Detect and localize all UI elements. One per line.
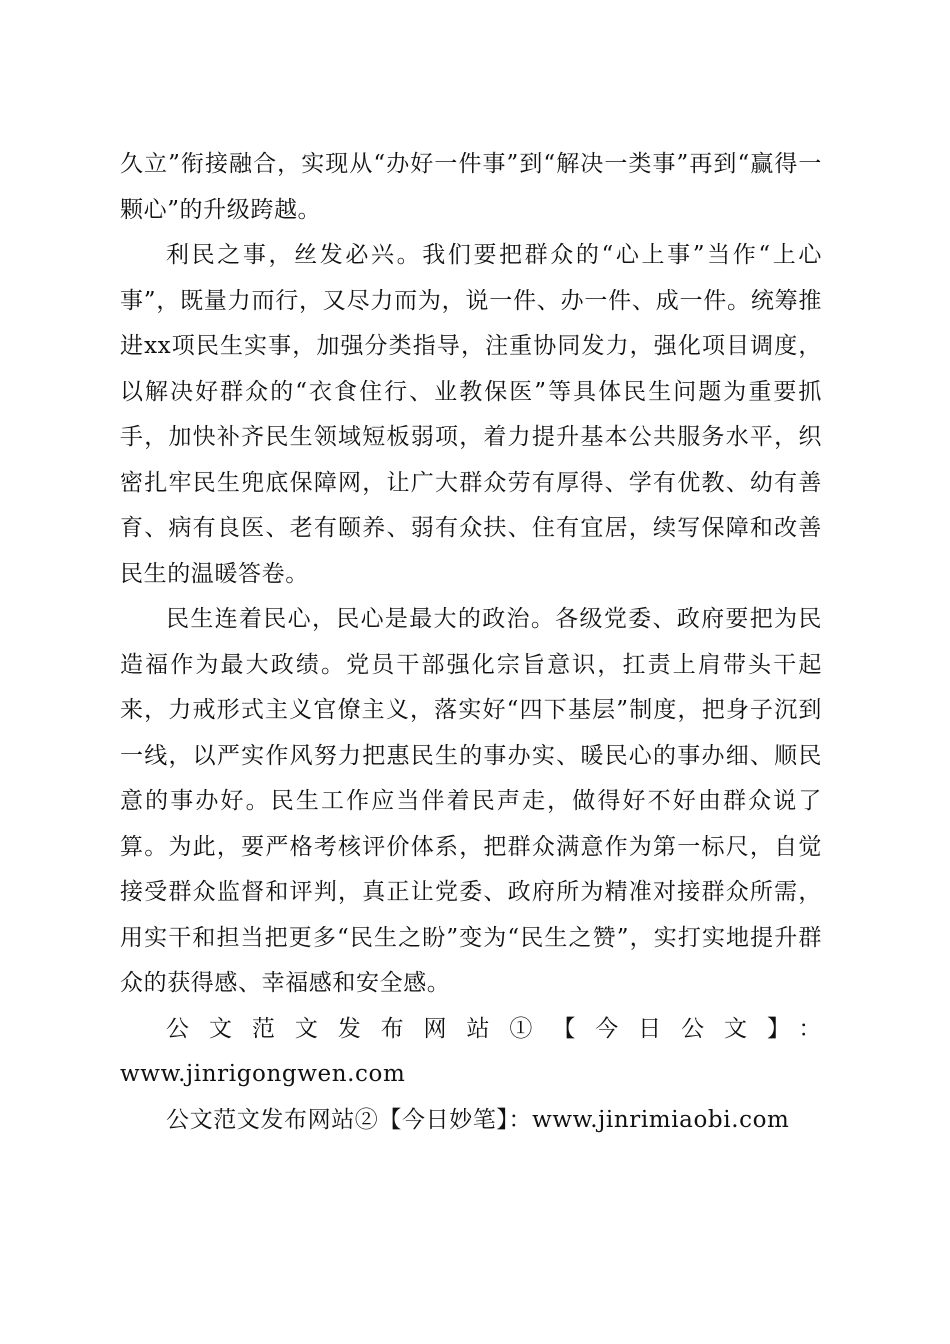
footer-site-1-label: 公文范文发布网站①【今日公文】： (166, 1015, 822, 1042)
footer-site-1-url-line (120, 1052, 822, 1098)
footer-site-2 (120, 1098, 822, 1144)
paragraph-2: 利民之事，丝发必兴。我们要把群众的“心上事”当作“上心事”，既量力而行，又尽力而为，说一件、办一件、成一件。统筹推进xx项民生实事，加强分类指导，注重协同发力，强化项目调度，以解决好群众的“衣食住行、业教保医”等具体民生问题为重要抓手，加快补齐民生领域短板弱项，着力提升基本公共服务水平，织密扎牢民生兜底保障网，让广大群众劳有厚得、学有优教、幼有善育、病有良医、老有颐养、弱有众扶、住有宜居，续写保障和改善民生的温暖答卷。 (120, 242, 822, 587)
footer-site-1-url[interactable]: www.jinrigongwen.com (120, 1061, 406, 1087)
paragraph-3: 民生连着民心，民心是最大的政治。各级党委、政府要把为民造福作为最大政绩。党员干部强化宗旨意识，扛责上肩带头干起来，力戒形式主义官僚主义，落实好“四下基层”制度，把身子沉到一线，以严实作风努力把惠民生的事办实、暖民心的事办细、顺民意的事办好。民生工作应当伴着民声走，做得好不好由群众说了算。为此，要严格考核评价体系，把群众满意作为第一标尺，自觉接受群众监督和评判，真正让党委、政府所为精准对接群众所需，用实干和担当把更多“民生之盼”变为“民生之赞”，实打实地提升群众的获得感、幸福感和安全感。 (120, 606, 822, 996)
footer-site-2-url[interactable]: www.jinrimiaobi.com (532, 1106, 790, 1133)
footer-site-2-label: 公文范文发布网站②【今日妙笔】： (166, 1106, 533, 1133)
document-page (120, 142, 822, 1143)
paragraph-1: 久立”衔接融合，实现从“办好一件事”到“解决一类事”再到“赢得一颗心”的升级跨越。 (120, 151, 822, 223)
